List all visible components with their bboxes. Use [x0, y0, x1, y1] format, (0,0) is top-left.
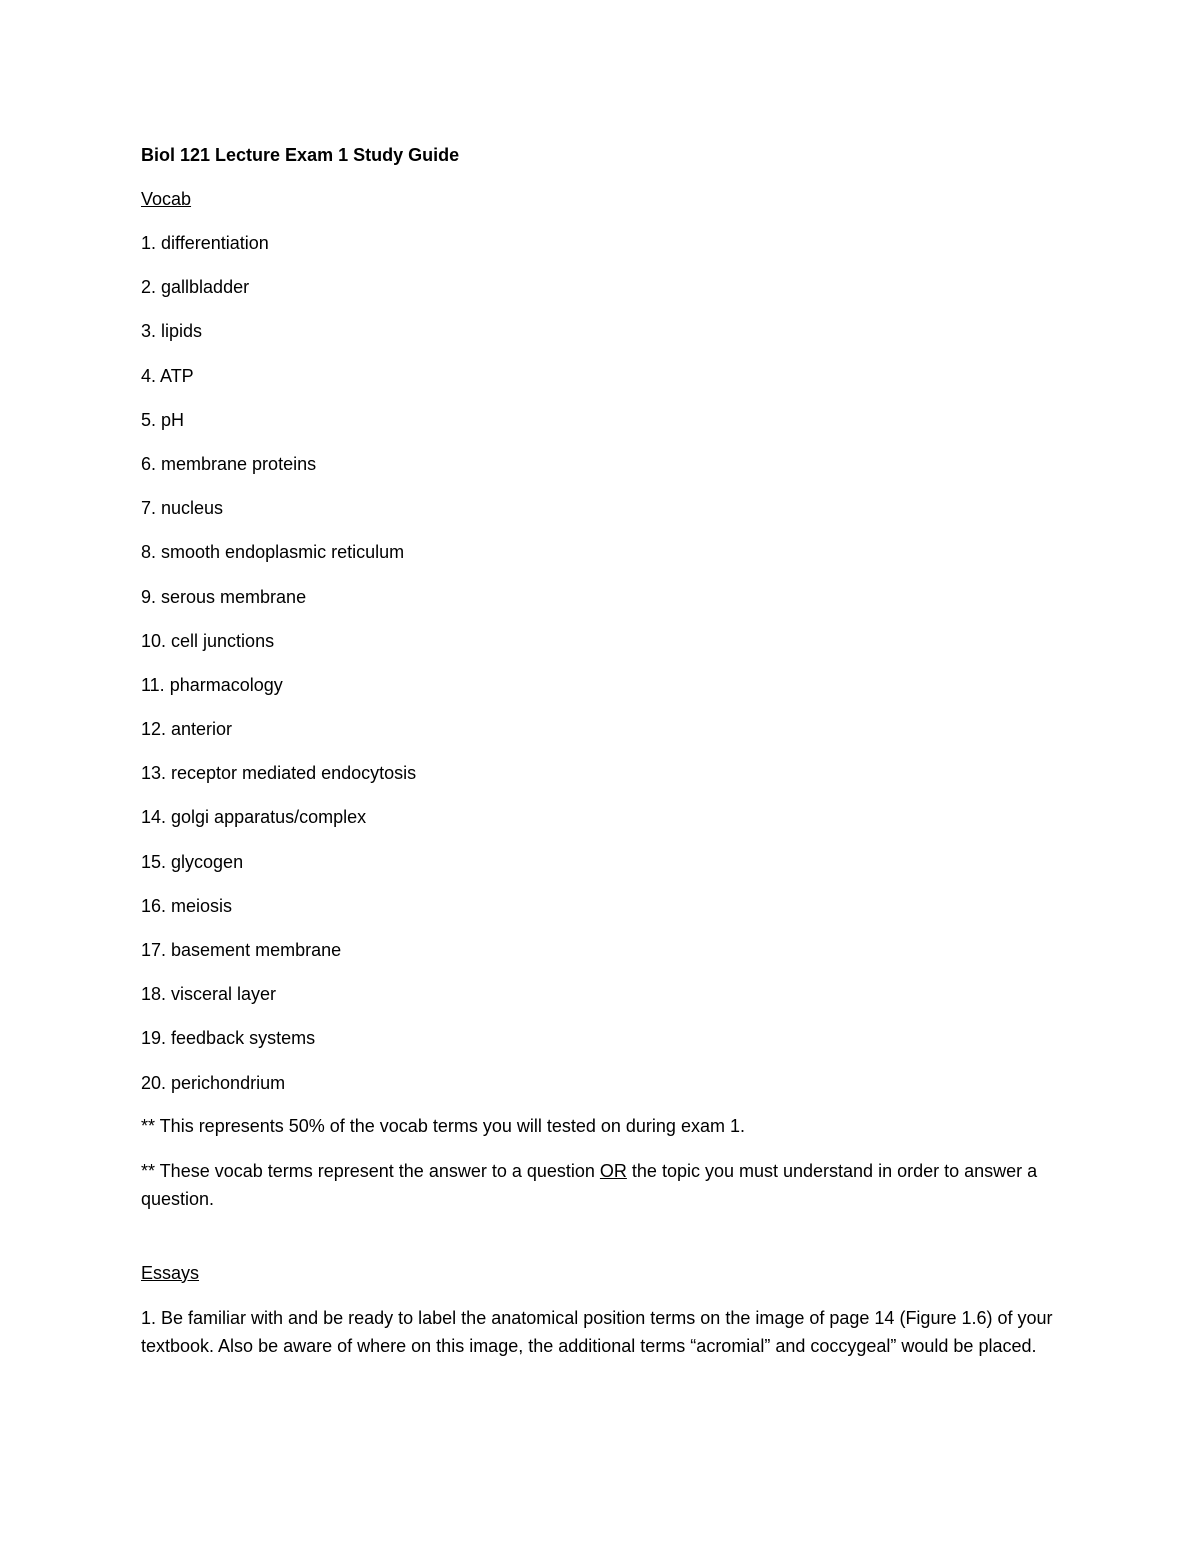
vocab-note-usage-start: ** These vocab terms represent the answer to a question — [141, 1160, 600, 1181]
vocab-item: 6. membrane proteins — [141, 453, 317, 474]
vocab-item: 13. receptor mediated endocytosis — [141, 763, 417, 784]
vocab-item: 20. perichondrium — [141, 1072, 286, 1093]
vocab-item: 3. lipids — [141, 321, 203, 342]
vocab-note-percentage: ** This represents 50% of the vocab terms you will tested on during exam 1. — [141, 1115, 745, 1136]
vocab-item: 15. glycogen — [141, 851, 244, 872]
vocab-item: 19. feedback systems — [141, 1028, 316, 1049]
vocab-item: 17. basement membrane — [141, 940, 342, 960]
vocab-item: 16. meiosis — [141, 895, 233, 916]
study-guide-page — [141, 140, 1061, 1360]
vocab-list — [141, 228, 1061, 1098]
vocab-item: 5. pH — [141, 409, 185, 430]
essays-heading: Essays — [141, 1262, 200, 1283]
vocab-item: 2. gallbladder — [141, 277, 250, 298]
vocab-note-usage — [141, 1157, 1061, 1213]
vocab-item: 18. visceral layer — [141, 984, 277, 1005]
vocab-item: 7. nucleus — [141, 498, 224, 519]
vocab-item: 8. smooth endoplasmic reticulum — [141, 542, 405, 563]
vocab-item: 4. ATP — [141, 365, 194, 386]
vocab-note-usage-end: the topic you must understand in order to answer a question. — [141, 1160, 1038, 1209]
vocab-item: 12. anterior — [141, 719, 233, 740]
vocab-item: 10. cell junctions — [141, 630, 275, 651]
vocab-item: 11. pharmacology — [141, 674, 283, 695]
page-title: Biol 121 Lecture Exam 1 Study Guide — [141, 145, 460, 165]
vocab-item: 1. differentiation — [141, 233, 269, 253]
vocab-heading: Vocab — [141, 189, 192, 209]
vocab-item: 14. golgi apparatus/complex — [141, 807, 367, 828]
vocab-note-usage-emphasis: OR — [599, 1160, 627, 1181]
vocab-item: 9. serous membrane — [141, 586, 307, 607]
essay-item: 1. Be familiar with and be ready to label the anatomical position terms on the image of page 14 (Figure 1.6) of your textbook. Also be aware of where on this image, the additional terms “acromial” and coccygeal” would be placed. — [141, 1307, 1053, 1356]
